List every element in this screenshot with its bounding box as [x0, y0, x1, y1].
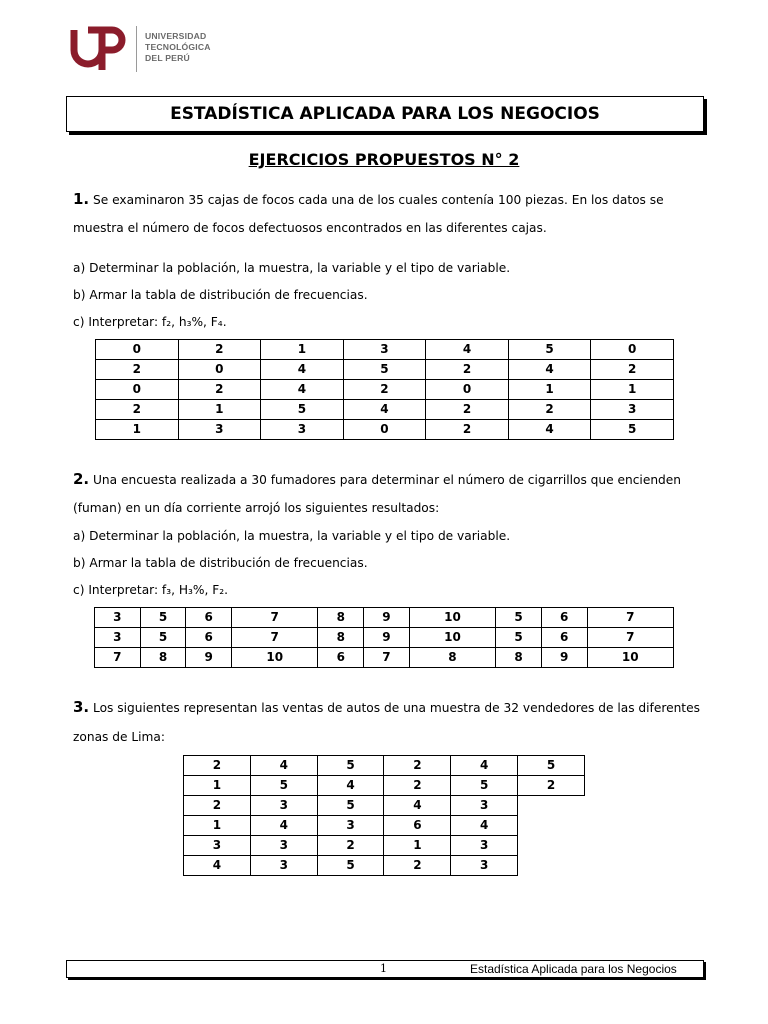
ex3-table	[183, 755, 585, 876]
table-cell: 8	[140, 648, 186, 668]
table-row	[96, 340, 674, 360]
table-row	[95, 628, 674, 648]
ex1-number: 1.	[73, 190, 90, 208]
table-cell: 9	[541, 648, 587, 668]
table-row	[184, 856, 585, 876]
table-cell: 3	[343, 340, 426, 360]
table-cell: 10	[232, 648, 318, 668]
ex1-line2: muestra el número de focos defectuosos encontrados en las diferentes cajas.	[73, 221, 547, 235]
table-cell: 5	[343, 360, 426, 380]
footer-page-number: 1	[380, 962, 387, 975]
table-cell: 8	[318, 628, 364, 648]
logo-text	[145, 31, 211, 64]
table-cell: 2	[426, 420, 509, 440]
table-cell: 2	[184, 796, 251, 816]
table-cell: 2	[178, 340, 261, 360]
ex1-item-c: c) Interpretar: f₂, h₃%, F₄.	[73, 315, 227, 329]
table-cell: 4	[426, 340, 509, 360]
table-cell: 2	[384, 856, 451, 876]
ex1-line1	[73, 192, 703, 207]
table-cell	[518, 816, 585, 836]
table-row	[184, 776, 585, 796]
ex2-item-c: c) Interpretar: f₃, H₃%, F₂.	[73, 583, 229, 597]
logo-line-1: UNIVERSIDAD	[145, 31, 207, 41]
table-cell: 6	[318, 648, 364, 668]
table-cell: 0	[426, 380, 509, 400]
table-row	[96, 420, 674, 440]
table-cell: 2	[426, 400, 509, 420]
table-cell: 9	[364, 608, 410, 628]
table-row	[95, 648, 674, 668]
table-cell: 4	[508, 420, 591, 440]
ex2-item-a: a) Determinar la población, la muestra, la variable y el tipo de variable.	[73, 529, 511, 543]
table-cell: 1	[261, 340, 344, 360]
ex2-table	[94, 607, 674, 668]
table-cell: 8	[318, 608, 364, 628]
table-cell: 7	[364, 648, 410, 668]
table-row	[96, 380, 674, 400]
table-cell: 2	[178, 380, 261, 400]
table-cell: 6	[186, 628, 232, 648]
table-cell: 3	[317, 816, 384, 836]
table-cell: 4	[261, 380, 344, 400]
table-cell: 0	[178, 360, 261, 380]
ex1-item-b: b) Armar la tabla de distribución de frecuencias.	[73, 288, 368, 302]
table-cell: 7	[587, 628, 673, 648]
ex2-text1: Una encuesta realizada a 30 fumadores para determinar el número de cigarrillos que encienden	[93, 473, 682, 487]
table-cell: 3	[591, 400, 674, 420]
table-cell: 3	[451, 796, 518, 816]
table-cell: 2	[96, 360, 179, 380]
table-row	[184, 836, 585, 856]
table-cell: 10	[409, 628, 495, 648]
table-cell: 2	[384, 756, 451, 776]
table-cell: 5	[317, 796, 384, 816]
table-cell: 2	[426, 360, 509, 380]
table-cell: 3	[451, 836, 518, 856]
table-cell: 3	[451, 856, 518, 876]
table-cell: 4	[250, 756, 317, 776]
table-row	[96, 400, 674, 420]
table-cell: 2	[591, 360, 674, 380]
table-cell: 2	[508, 400, 591, 420]
logo-line-3: DEL PERÚ	[145, 53, 190, 63]
table-cell: 5	[140, 608, 186, 628]
table-row	[184, 816, 585, 836]
document-title: ESTADÍSTICA APLICADA PARA LOS NEGOCIOS	[170, 104, 600, 124]
ex3-number: 3.	[73, 698, 90, 716]
table-cell: 5	[496, 608, 542, 628]
table-cell: 6	[541, 608, 587, 628]
table-cell: 9	[186, 648, 232, 668]
table-cell: 8	[409, 648, 495, 668]
ex2-item-b: b) Armar la tabla de distribución de frecuencias.	[73, 556, 368, 570]
table-cell: 1	[96, 420, 179, 440]
table-cell: 3	[250, 836, 317, 856]
footer-text: Estadística Aplicada para los Negocios	[470, 962, 677, 976]
logo-line-2: TECNOLÓGICA	[145, 42, 211, 52]
table-cell: 5	[496, 628, 542, 648]
table-cell: 3	[250, 796, 317, 816]
document-subtitle: EJERCICIOS PROPUESTOS N° 2	[248, 150, 520, 169]
table-row	[95, 608, 674, 628]
table-cell: 1	[508, 380, 591, 400]
table-cell: 2	[96, 400, 179, 420]
table-cell: 7	[232, 608, 318, 628]
table-cell: 10	[587, 648, 673, 668]
table-row	[184, 796, 585, 816]
table-cell: 9	[364, 628, 410, 648]
ex1-item-a: a) Determinar la población, la muestra, la variable y el tipo de variable.	[73, 261, 511, 275]
table-cell: 3	[250, 856, 317, 876]
table-row	[96, 360, 674, 380]
table-cell: 5	[250, 776, 317, 796]
table-cell: 2	[184, 756, 251, 776]
table-cell: 4	[261, 360, 344, 380]
ex2-number: 2.	[73, 470, 90, 488]
table-cell: 6	[541, 628, 587, 648]
ex1-text1: Se examinaron 35 cajas de focos cada una de los cuales contenía 100 piezas. En los datos se	[93, 193, 664, 207]
table-cell: 5	[451, 776, 518, 796]
table-cell: 4	[343, 400, 426, 420]
logo-separator	[136, 26, 137, 72]
table-cell: 5	[508, 340, 591, 360]
table-cell: 1	[178, 400, 261, 420]
table-cell: 5	[140, 628, 186, 648]
table-row	[184, 756, 585, 776]
table-cell: 2	[343, 380, 426, 400]
table-cell: 7	[587, 608, 673, 628]
table-cell: 5	[317, 756, 384, 776]
utp-logo-mark	[70, 22, 140, 76]
table-cell: 4	[451, 816, 518, 836]
table-cell: 4	[250, 816, 317, 836]
table-cell: 0	[591, 340, 674, 360]
table-cell: 2	[317, 836, 384, 856]
table-cell: 4	[451, 756, 518, 776]
table-cell: 7	[232, 628, 318, 648]
table-cell: 4	[384, 796, 451, 816]
table-cell: 1	[184, 816, 251, 836]
ex2-line1	[73, 472, 703, 487]
table-cell: 6	[186, 608, 232, 628]
table-cell: 3	[95, 628, 141, 648]
table-cell: 1	[591, 380, 674, 400]
table-cell	[518, 836, 585, 856]
table-cell: 5	[591, 420, 674, 440]
table-cell: 0	[96, 380, 179, 400]
table-cell: 5	[317, 856, 384, 876]
table-cell: 0	[96, 340, 179, 360]
table-cell: 10	[409, 608, 495, 628]
table-cell: 1	[384, 836, 451, 856]
ex2-line2: (fuman) en un día corriente arrojó los siguientes resultados:	[73, 501, 440, 515]
table-cell: 3	[261, 420, 344, 440]
table-cell: 4	[184, 856, 251, 876]
ex1-table	[95, 339, 674, 440]
table-cell: 5	[261, 400, 344, 420]
table-cell: 3	[184, 836, 251, 856]
table-cell: 2	[518, 776, 585, 796]
document-title-box	[66, 96, 704, 132]
table-cell: 4	[508, 360, 591, 380]
table-cell: 5	[518, 756, 585, 776]
table-cell: 4	[317, 776, 384, 796]
table-cell: 3	[178, 420, 261, 440]
ex3-line1	[73, 700, 703, 715]
table-cell: 0	[343, 420, 426, 440]
ex3-text1: Los siguientes representan las ventas de autos de una muestra de 32 vendedores de las diferentes	[93, 701, 700, 715]
table-cell: 2	[384, 776, 451, 796]
table-cell: 8	[496, 648, 542, 668]
table-cell: 1	[184, 776, 251, 796]
table-cell: 7	[95, 648, 141, 668]
table-cell: 6	[384, 816, 451, 836]
ex3-line2: zonas de Lima:	[73, 730, 166, 744]
table-cell: 3	[95, 608, 141, 628]
table-cell	[518, 856, 585, 876]
table-cell	[518, 796, 585, 816]
